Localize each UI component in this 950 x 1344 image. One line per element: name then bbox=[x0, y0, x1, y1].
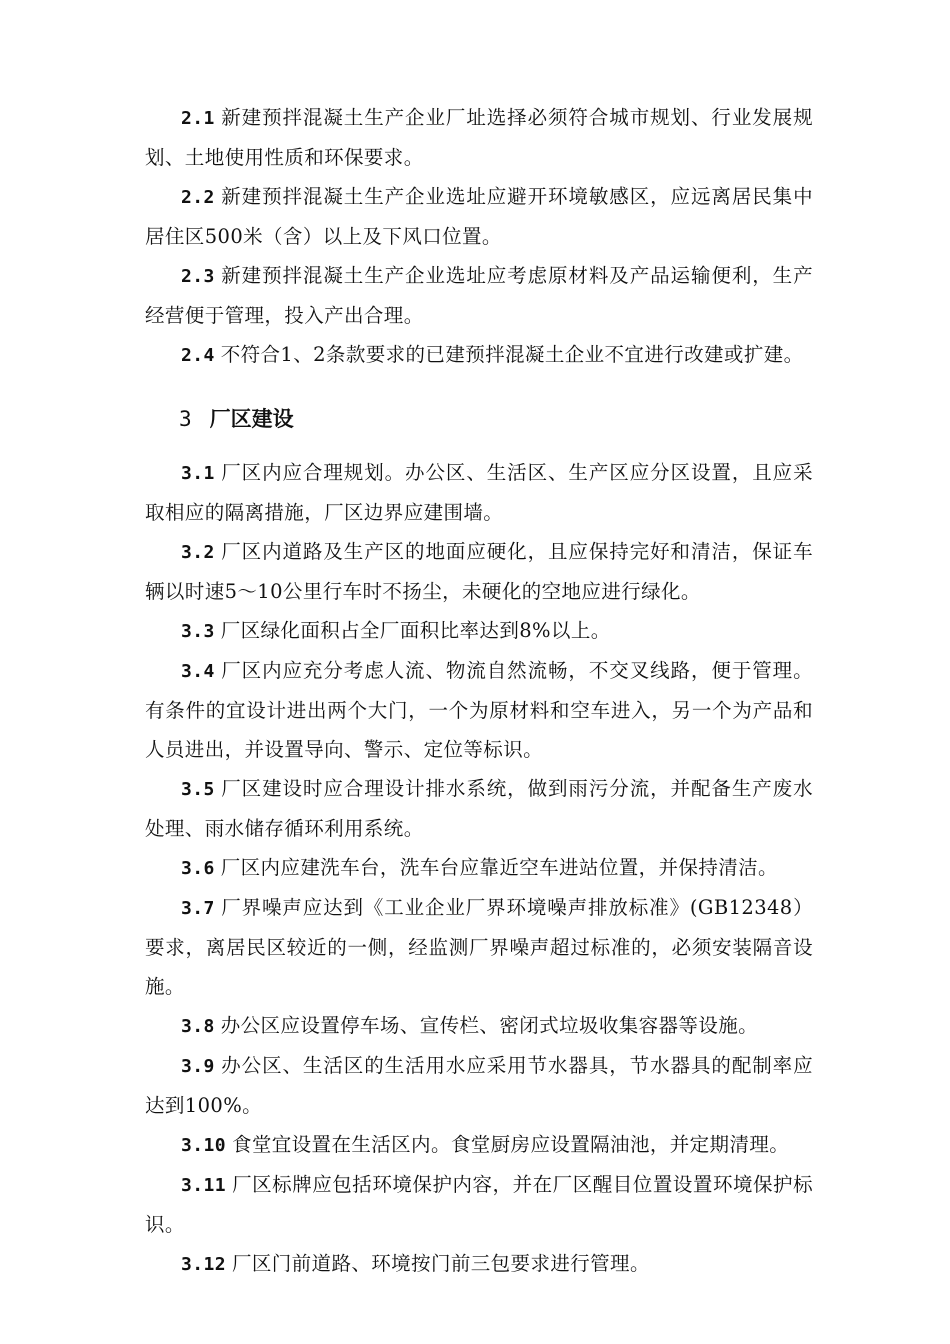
clause-number: 3.8 bbox=[181, 1016, 215, 1037]
clause-3-3 bbox=[145, 611, 813, 651]
clause-2-1 bbox=[145, 98, 813, 177]
clause-text: 新建预拌混凝土生产企业选址应避开环境敏感区，应远离居民集中居住区500米（含）以上及下风口位置。 bbox=[145, 185, 813, 248]
clause-number: 3.2 bbox=[181, 542, 215, 563]
clause-number: 2.4 bbox=[181, 345, 215, 366]
clause-number: 3.11 bbox=[181, 1175, 226, 1196]
clause-number: 3.12 bbox=[181, 1254, 226, 1275]
clause-3-12 bbox=[145, 1244, 813, 1284]
clause-3-4 bbox=[145, 651, 813, 769]
clause-2-3 bbox=[145, 256, 813, 335]
clause-number: 3.9 bbox=[181, 1056, 215, 1077]
clause-number: 2.1 bbox=[181, 108, 215, 129]
clause-3-1 bbox=[145, 453, 813, 532]
clause-number: 3.4 bbox=[181, 661, 215, 682]
clause-number: 3.10 bbox=[181, 1135, 226, 1156]
clause-3-9 bbox=[145, 1046, 813, 1125]
clause-number: 3.6 bbox=[181, 858, 215, 879]
clause-text: 办公区、生活区的生活用水应采用节水器具，节水器具的配制率应达到100%。 bbox=[145, 1054, 813, 1117]
section-heading bbox=[145, 402, 813, 436]
document-body bbox=[145, 98, 813, 1284]
clause-text: 厂区门前道路、环境按门前三包要求进行管理。 bbox=[231, 1252, 650, 1275]
clause-number: 3.5 bbox=[181, 779, 215, 800]
clause-3-6 bbox=[145, 848, 813, 888]
clause-2-4 bbox=[145, 335, 813, 375]
clause-text: 厂区绿化面积占全厂面积比率达到8%以上。 bbox=[220, 619, 611, 642]
clause-3-7 bbox=[145, 888, 813, 1006]
clause-text: 厂区内应合理规划。办公区、生活区、生产区应分区设置，且应采取相应的隔离措施，厂区边界应建围墙。 bbox=[145, 461, 813, 524]
clause-number: 3.1 bbox=[181, 463, 215, 484]
clause-text: 厂区内道路及生产区的地面应硬化，且应保持完好和清洁，保证车辆以时速5～10公里行车时不扬尘，未硬化的空地应进行绿化。 bbox=[145, 540, 813, 603]
clause-number: 3.3 bbox=[181, 621, 215, 642]
clause-text: 厂区内应充分考虑人流、物流自然流畅，不交叉线路，便于管理。有条件的宜设计进出两个大门，一个为原材料和空车进入，另一个为产品和人员进出，并设置导向、警示、定位等标识。 bbox=[145, 659, 813, 761]
clause-text: 厂区标牌应包括环境保护内容，并在厂区醒目位置设置环境保护标识。 bbox=[145, 1173, 813, 1236]
clause-number: 2.2 bbox=[181, 187, 215, 208]
clause-3-2 bbox=[145, 532, 813, 611]
clause-number: 3.7 bbox=[181, 898, 215, 919]
clause-text: 食堂宜设置在生活区内。食堂厨房应设置隔油池，并定期清理。 bbox=[231, 1133, 790, 1156]
clause-number: 2.3 bbox=[181, 266, 215, 287]
clause-text: 新建预拌混凝土生产企业选址应考虑原材料及产品运输便利，生产经营便于管理，投入产出合理。 bbox=[145, 264, 813, 327]
clause-text: 办公区应设置停车场、宣传栏、密闭式垃圾收集容器等设施。 bbox=[220, 1014, 759, 1037]
clause-3-8 bbox=[145, 1006, 813, 1046]
section-title: 厂区建设 bbox=[209, 407, 294, 431]
clause-3-10 bbox=[145, 1125, 813, 1165]
clause-3-5 bbox=[145, 769, 813, 848]
section-number: 3 bbox=[179, 407, 192, 431]
clause-2-2 bbox=[145, 177, 813, 256]
clause-3-11 bbox=[145, 1165, 813, 1244]
clause-text: 厂区建设时应合理设计排水系统，做到雨污分流，并配备生产废水处理、雨水储存循环利用系统。 bbox=[145, 777, 813, 840]
clause-text: 新建预拌混凝土生产企业厂址选择必须符合城市规划、行业发展规划、土地使用性质和环保要求。 bbox=[145, 106, 813, 169]
clause-text: 不符合1、2条款要求的已建预拌混凝土企业不宜进行改建或扩建。 bbox=[220, 343, 804, 366]
clause-text: 厂区内应建洗车台，洗车台应靠近空车进站位置，并保持清洁。 bbox=[220, 856, 778, 879]
clause-text: 厂界噪声应达到《工业企业厂界环境噪声排放标准》(GB12348）要求，离居民区较近的一侧，经监测厂界噪声超过标准的，必须安装隔音设施。 bbox=[145, 896, 813, 998]
